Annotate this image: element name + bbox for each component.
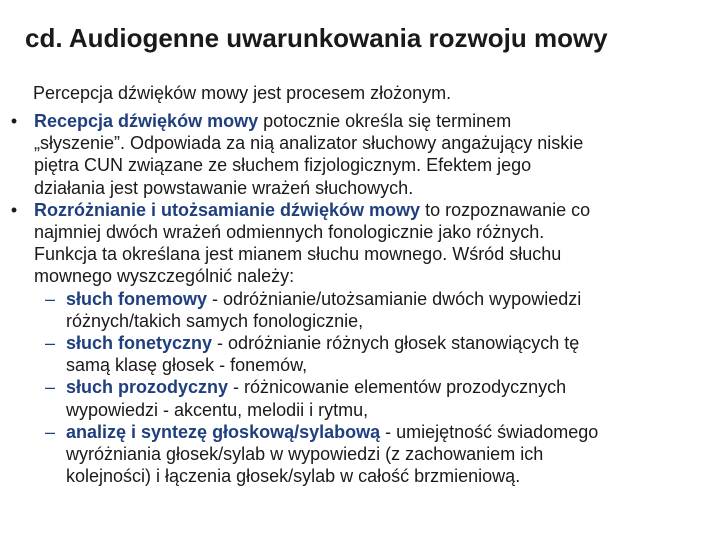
- sub-line: różnych/takich samych fonologicznie,: [66, 310, 364, 331]
- sub-line: [66, 421, 712, 443]
- slide-content: [0, 110, 720, 487]
- sub-prefix: słuch: [66, 288, 119, 309]
- bullet-item: [0, 199, 720, 288]
- sub-prefix: słuch: [66, 333, 119, 354]
- sub-list-item: [0, 421, 720, 488]
- bullet-highlight: Recepcja dźwięków mowy: [34, 111, 259, 131]
- sub-line: samą klasę głosek - fonemów,: [66, 355, 308, 376]
- bullet-line: „słyszenie”. Odpowiada za nią analizator słuchowy angażujący niskie: [34, 133, 584, 154]
- slide-title: cd. Audiogenne uwarunkowania rozwoju mowy: [25, 23, 608, 53]
- bullet-text: potocznie określa się terminem: [258, 111, 512, 131]
- bullet-line: mownego wyszczególnić należy:: [34, 266, 295, 287]
- sub-text: - odróżnianie/utożsamianie dwóch wypowiedzi: [207, 288, 582, 309]
- dash-marker: –: [44, 377, 55, 398]
- bullet-line: [34, 110, 712, 132]
- sub-highlight: analizę i syntezę głoskową/sylabową: [66, 421, 381, 442]
- sub-list-item: [0, 288, 720, 332]
- bullet-line: Funkcja ta określana jest mianem słuchu mownego. Wśród słuchu: [34, 244, 562, 265]
- bullet-line: [34, 199, 712, 221]
- sub-highlight: prozodyczny: [118, 377, 229, 398]
- sub-list-item: [0, 332, 720, 376]
- sub-line: kolejności) i łączenia głosek/sylab w całość brzmieniową.: [66, 466, 521, 487]
- sub-text: - różnicowanie elementów prozodycznych: [228, 377, 567, 398]
- sub-highlight: fonetyczny: [118, 333, 213, 354]
- bullet-highlight: Rozróżnianie i utożsamianie dźwięków mowy: [34, 199, 421, 220]
- sub-line: [66, 332, 712, 354]
- bullet-marker: •: [10, 199, 18, 220]
- intro-text: Percepcja dźwięków mowy jest procesem złożonym.: [33, 83, 452, 103]
- dash-marker: –: [44, 333, 55, 354]
- sub-text: - odróżnianie różnych głosek stanowiących tę: [212, 333, 580, 354]
- sub-line: wyróżniania głosek/sylab w wypowiedzi (z zachowaniem ich: [66, 444, 544, 465]
- sub-line: [66, 376, 712, 398]
- dash-marker: –: [44, 288, 55, 309]
- bullet-line: piętra CUN związane ze słuchem fizjologicznym. Efektem jego: [34, 155, 532, 176]
- bullet-item: [0, 110, 720, 199]
- sub-prefix: słuch: [66, 377, 119, 398]
- bullet-marker: •: [10, 111, 18, 131]
- sub-list-item: [0, 376, 720, 420]
- dash-marker: –: [44, 421, 55, 442]
- sub-line: [66, 288, 712, 310]
- sub-highlight: fonemowy: [118, 288, 208, 309]
- bullet-line: najmniej dwóch wrażeń odmiennych fonologicznie jako różnych.: [34, 222, 545, 243]
- sub-text: - umiejętność świadomego: [380, 421, 599, 442]
- bullet-line: działania jest powstawanie wrażeń słuchowych.: [34, 177, 414, 198]
- bullet-text: to rozpoznawanie co: [420, 199, 591, 220]
- sub-line: wypowiedzi - akcentu, melodii i rytmu,: [66, 399, 369, 420]
